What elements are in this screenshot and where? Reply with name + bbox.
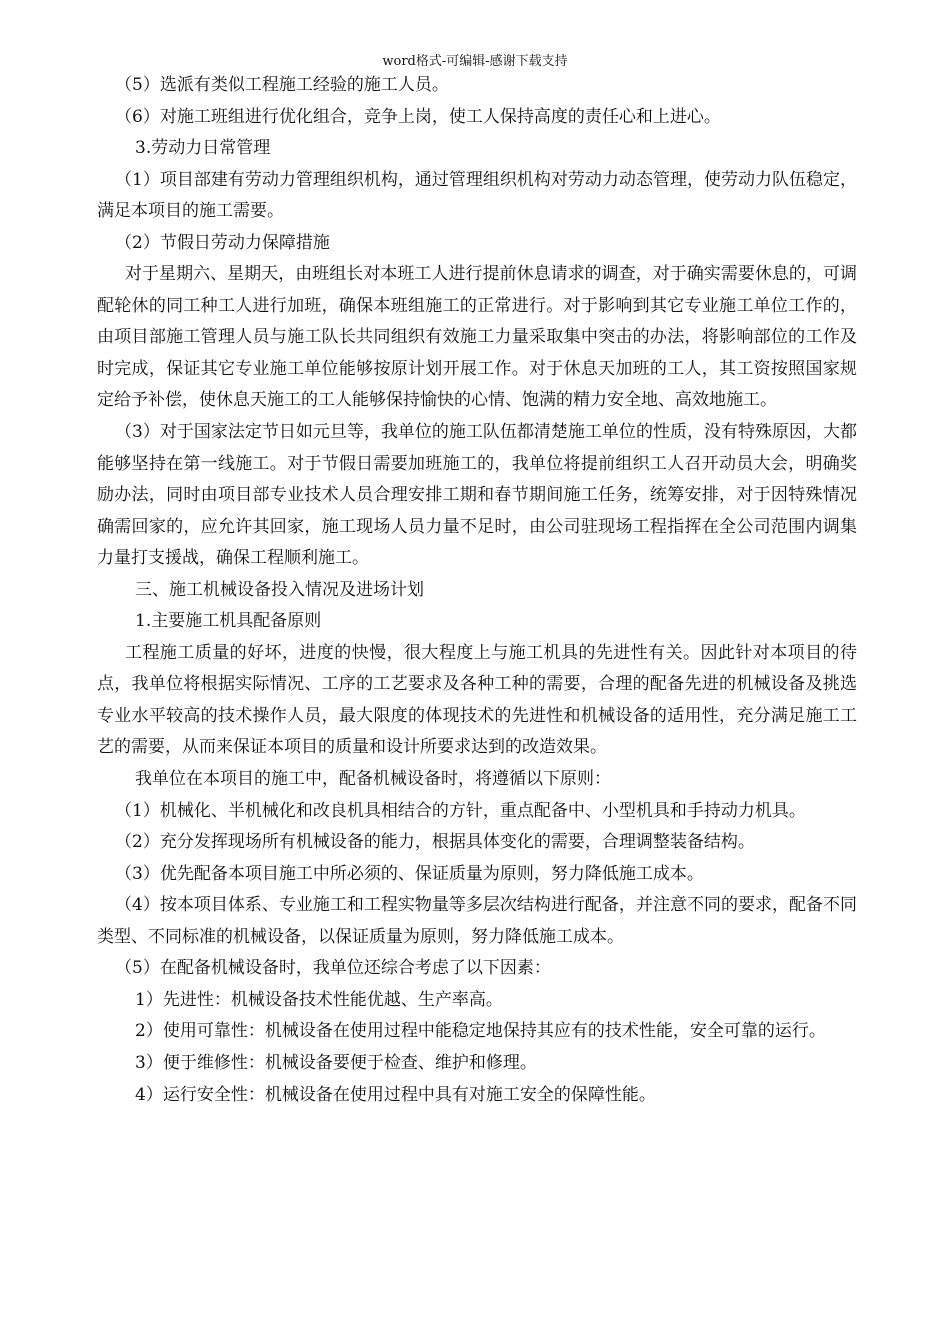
list-item: 3）便于维修性：机械设备要便于检查、维护和修理。	[135, 1052, 537, 1073]
list-item: （1）机械化、半机械化和改良机具相结合的方针，重点配备中、小型机具和手持动力机具。	[115, 800, 806, 821]
paragraph: （1）项目部建有劳动力管理组织机构，通过管理组织机构对劳动力动态管理，使劳动力队伍稳定，满足本项目的施工需要。	[97, 169, 857, 222]
paragraph: （5）选派有类似工程施工经验的施工人员。	[115, 75, 449, 95]
list-item: （2）充分发挥现场所有机械设备的能力，根据具体变化的需要，合理调整装备结构。	[115, 832, 755, 853]
paragraph: （6）对施工班组进行优化组合，竞争上岗，使工人保持高度的责任心和上进心。	[115, 106, 721, 127]
paragraph: 对于星期六、星期天，由班组长对本班工人进行提前休息请求的调查，对于确实需要休息的，可调配轮休的同工种工人进行加班，确保本班组施工的正常进行。对于影响到其它专业施工单位工作的，由项目部施工管理人员与施工队长共同组织有效施工力量采取集中突击的办法，将影响部位的工作及时完成，保证其它专业施工单位能够按原计划开展工作。对于休息天加班的工人，其工资按照国家规定给予补偿，使休息天施工的工人能够保持愉快的心情、饱满的精力安全地、高效地施工。	[97, 264, 857, 411]
list-item: 1）先进性：机械设备技术性能优越、生产率高。	[135, 989, 503, 1010]
paragraph: （2）节假日劳动力保障措施	[115, 232, 330, 253]
paragraph: 工程施工质量的好坏，进度的快慢，很大程度上与施工机具的先进性有关。因此针对本项目的待点，我单位将根据实际情况、工序的工艺要求及各种工种的需要，合理的配备先进的机械设备及挑选专业水平较高的技术操作人员，最大限度的体现技术的先进性和机械设备的适用性，充分满足施工工艺的需要，从而来保证本项目的质量和设计所要求达到的改造效果。	[97, 642, 857, 758]
list-item: （5）在配备机械设备时，我单位还综合考虑了以下因素：	[115, 958, 551, 979]
list-item: （4）按本项目体系、专业施工和工程实物量等多层次结构进行配备，并注意不同的要求，配备不同类型、不同标准的机械设备，以保证质量为原则，努力降低施工成本。	[97, 895, 857, 947]
section-heading: 3.劳动力日常管理	[135, 138, 271, 159]
paragraph: 我单位在本项目的施工中，配备机械设备时，将遵循以下原则：	[135, 769, 611, 790]
section-heading: 1.主要施工机具配备原则	[135, 611, 322, 632]
list-item: （3）优先配备本项目施工中所必须的、保证质量为原则，努力降低施工成本。	[115, 863, 704, 884]
document-body	[97, 70, 857, 1111]
list-item: 2）使用可靠性：机械设备在使用过程中能稳定地保持其应有的技术性能，安全可靠的运行。	[135, 1021, 826, 1042]
list-item: 4）运行安全性：机械设备在使用过程中具有对施工安全的保障性能。	[135, 1084, 656, 1105]
page-header: word格式-可编辑-感谢下载支持	[382, 54, 568, 69]
section-heading: 三、施工机械设备投入情况及进场计划	[135, 579, 424, 600]
paragraph: （3）对于国家法定节日如元旦等，我单位的施工队伍都清楚施工单位的性质，没有特殊原因，大都能够坚持在第一线施工。对于节假日需要加班施工的，我单位将提前组织工人召开动员大会，明确奖励办法，同时由项目部专业技术人员合理安排工期和春节期间施工任务，统筹安排，对于因特殊情况确需回家的，应允许其回家，施工现场人员力量不足时，由公司驻现场工程指挥在全公司范围内调集力量打支援战，确保工程顺利施工。	[97, 422, 857, 569]
